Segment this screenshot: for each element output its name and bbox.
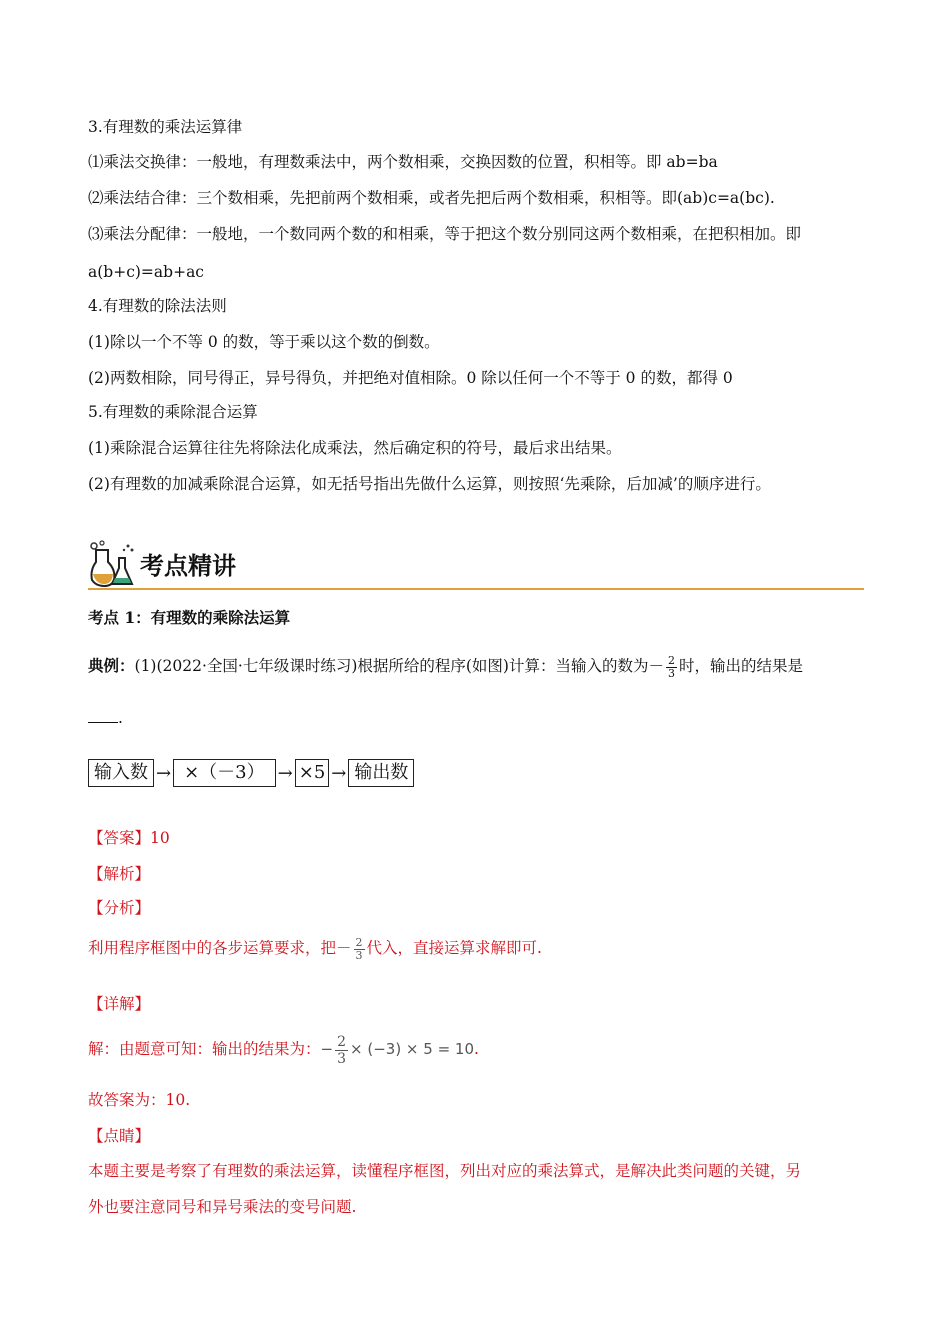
detail-text: 解：由题意可知：输出的结果为：− $\frac{2}{3}$ × (−3) × 5 = 10. — [88, 1033, 479, 1067]
example-text-after: 时，输出的结果是 — [678, 657, 803, 675]
answer-line: 【答案】10 — [88, 829, 170, 847]
detail-label: 【详解】 — [88, 995, 151, 1013]
dianjing-text-2: 外也要注意同号和异号乘法的变号问题. — [88, 1198, 357, 1216]
answer-blank-line: . — [88, 708, 123, 728]
arrow-icon: → — [277, 762, 293, 784]
flow-multiply-5-box: ×5 — [295, 759, 330, 787]
answer-value: 10 — [150, 829, 170, 847]
fenxi-text: 利用程序框图中的各步运算要求，把－ $\frac{2}{3}$ 代入，直接运算求解即可. — [88, 935, 542, 962]
arrow-icon: → — [331, 762, 347, 784]
arrow-icon: → — [156, 762, 172, 784]
dianjing-text-1: 本题主要是考察了有理数的乘法运算，读懂程序框图，列出对应的乘法算式，是解决此类问题的关键，另 — [88, 1162, 802, 1180]
final-answer: 故答案为：10. — [88, 1091, 191, 1109]
chemistry-flask-icon — [88, 540, 136, 590]
example-text-before: (1)(2022·全国·七年级课时练习)根据所给的程序(如图)计算：当输入的数为－ — [134, 657, 664, 675]
mixed-rule-2: (2)有理数的加减乘除混合运算，如无括号指出先做什么运算，则按照‘先乘除，后加减’的顺序进行。 — [88, 475, 771, 493]
division-rule-2: (2)两数相除，同号得正，异号得负，并把绝对值相除。0 除以任何一个不等于 0 的数，都得 0 — [88, 369, 733, 387]
section-header — [88, 538, 864, 590]
section3-title: 3.有理数的乘法运算律 — [88, 118, 243, 136]
example-prefix: 典例： — [88, 656, 135, 675]
section-header-title: 考点精讲 — [140, 552, 236, 580]
mixed-rule-1: (1)乘除混合运算往往先将除法化成乘法，然后确定积的符号，最后求出结果。 — [88, 439, 622, 457]
detail-fraction: $\frac{2}{3}$ — [337, 1033, 347, 1067]
detail-expression: × (−3) × 5 = 10 — [350, 1040, 475, 1058]
header-divider — [88, 588, 864, 590]
example-question — [88, 652, 803, 680]
section4-title: 4.有理数的除法法则 — [88, 297, 227, 315]
kaodian-label: 考点 1：有理数的乘除法运算 — [88, 608, 291, 627]
law-distributive-formula: a(b+c)=ab+ac — [88, 263, 204, 281]
law-associative: ⑵乘法结合律：三个数相乘，先把前两个数相乘，或者先把后两个数相乘，积相等。即(ab)c=a(bc). — [88, 189, 775, 207]
flow-input-box: 输入数 — [88, 759, 154, 787]
law-commutative: ⑴乘法交换律：一般地，有理数乘法中，两个数相乘，交换因数的位置，积相等。即 ab=ba — [88, 153, 718, 171]
answer-blank — [88, 708, 118, 723]
division-rule-1: (1)除以一个不等 0 的数，等于乘以这个数的倒数。 — [88, 333, 440, 351]
flow-output-box: 输出数 — [348, 759, 414, 787]
section5-title: 5.有理数的乘除混合运算 — [88, 403, 258, 421]
law-distributive: ⑶乘法分配律：一般地，一个数同两个数的和相乘，等于把这个数分别同这两个数相乘，在把积相加。即 — [88, 225, 802, 243]
dianjing-label: 【点睛】 — [88, 1127, 151, 1145]
flow-multiply-neg3-box: ×（－3） — [173, 759, 276, 787]
jiexi-label: 【解析】 — [88, 865, 151, 883]
program-flowchart — [88, 758, 414, 788]
example-fraction: $\frac{2}{3}$ — [667, 653, 675, 680]
fenxi-fraction: $\frac{2}{3}$ — [355, 935, 363, 962]
fenxi-label: 【分析】 — [88, 899, 151, 917]
